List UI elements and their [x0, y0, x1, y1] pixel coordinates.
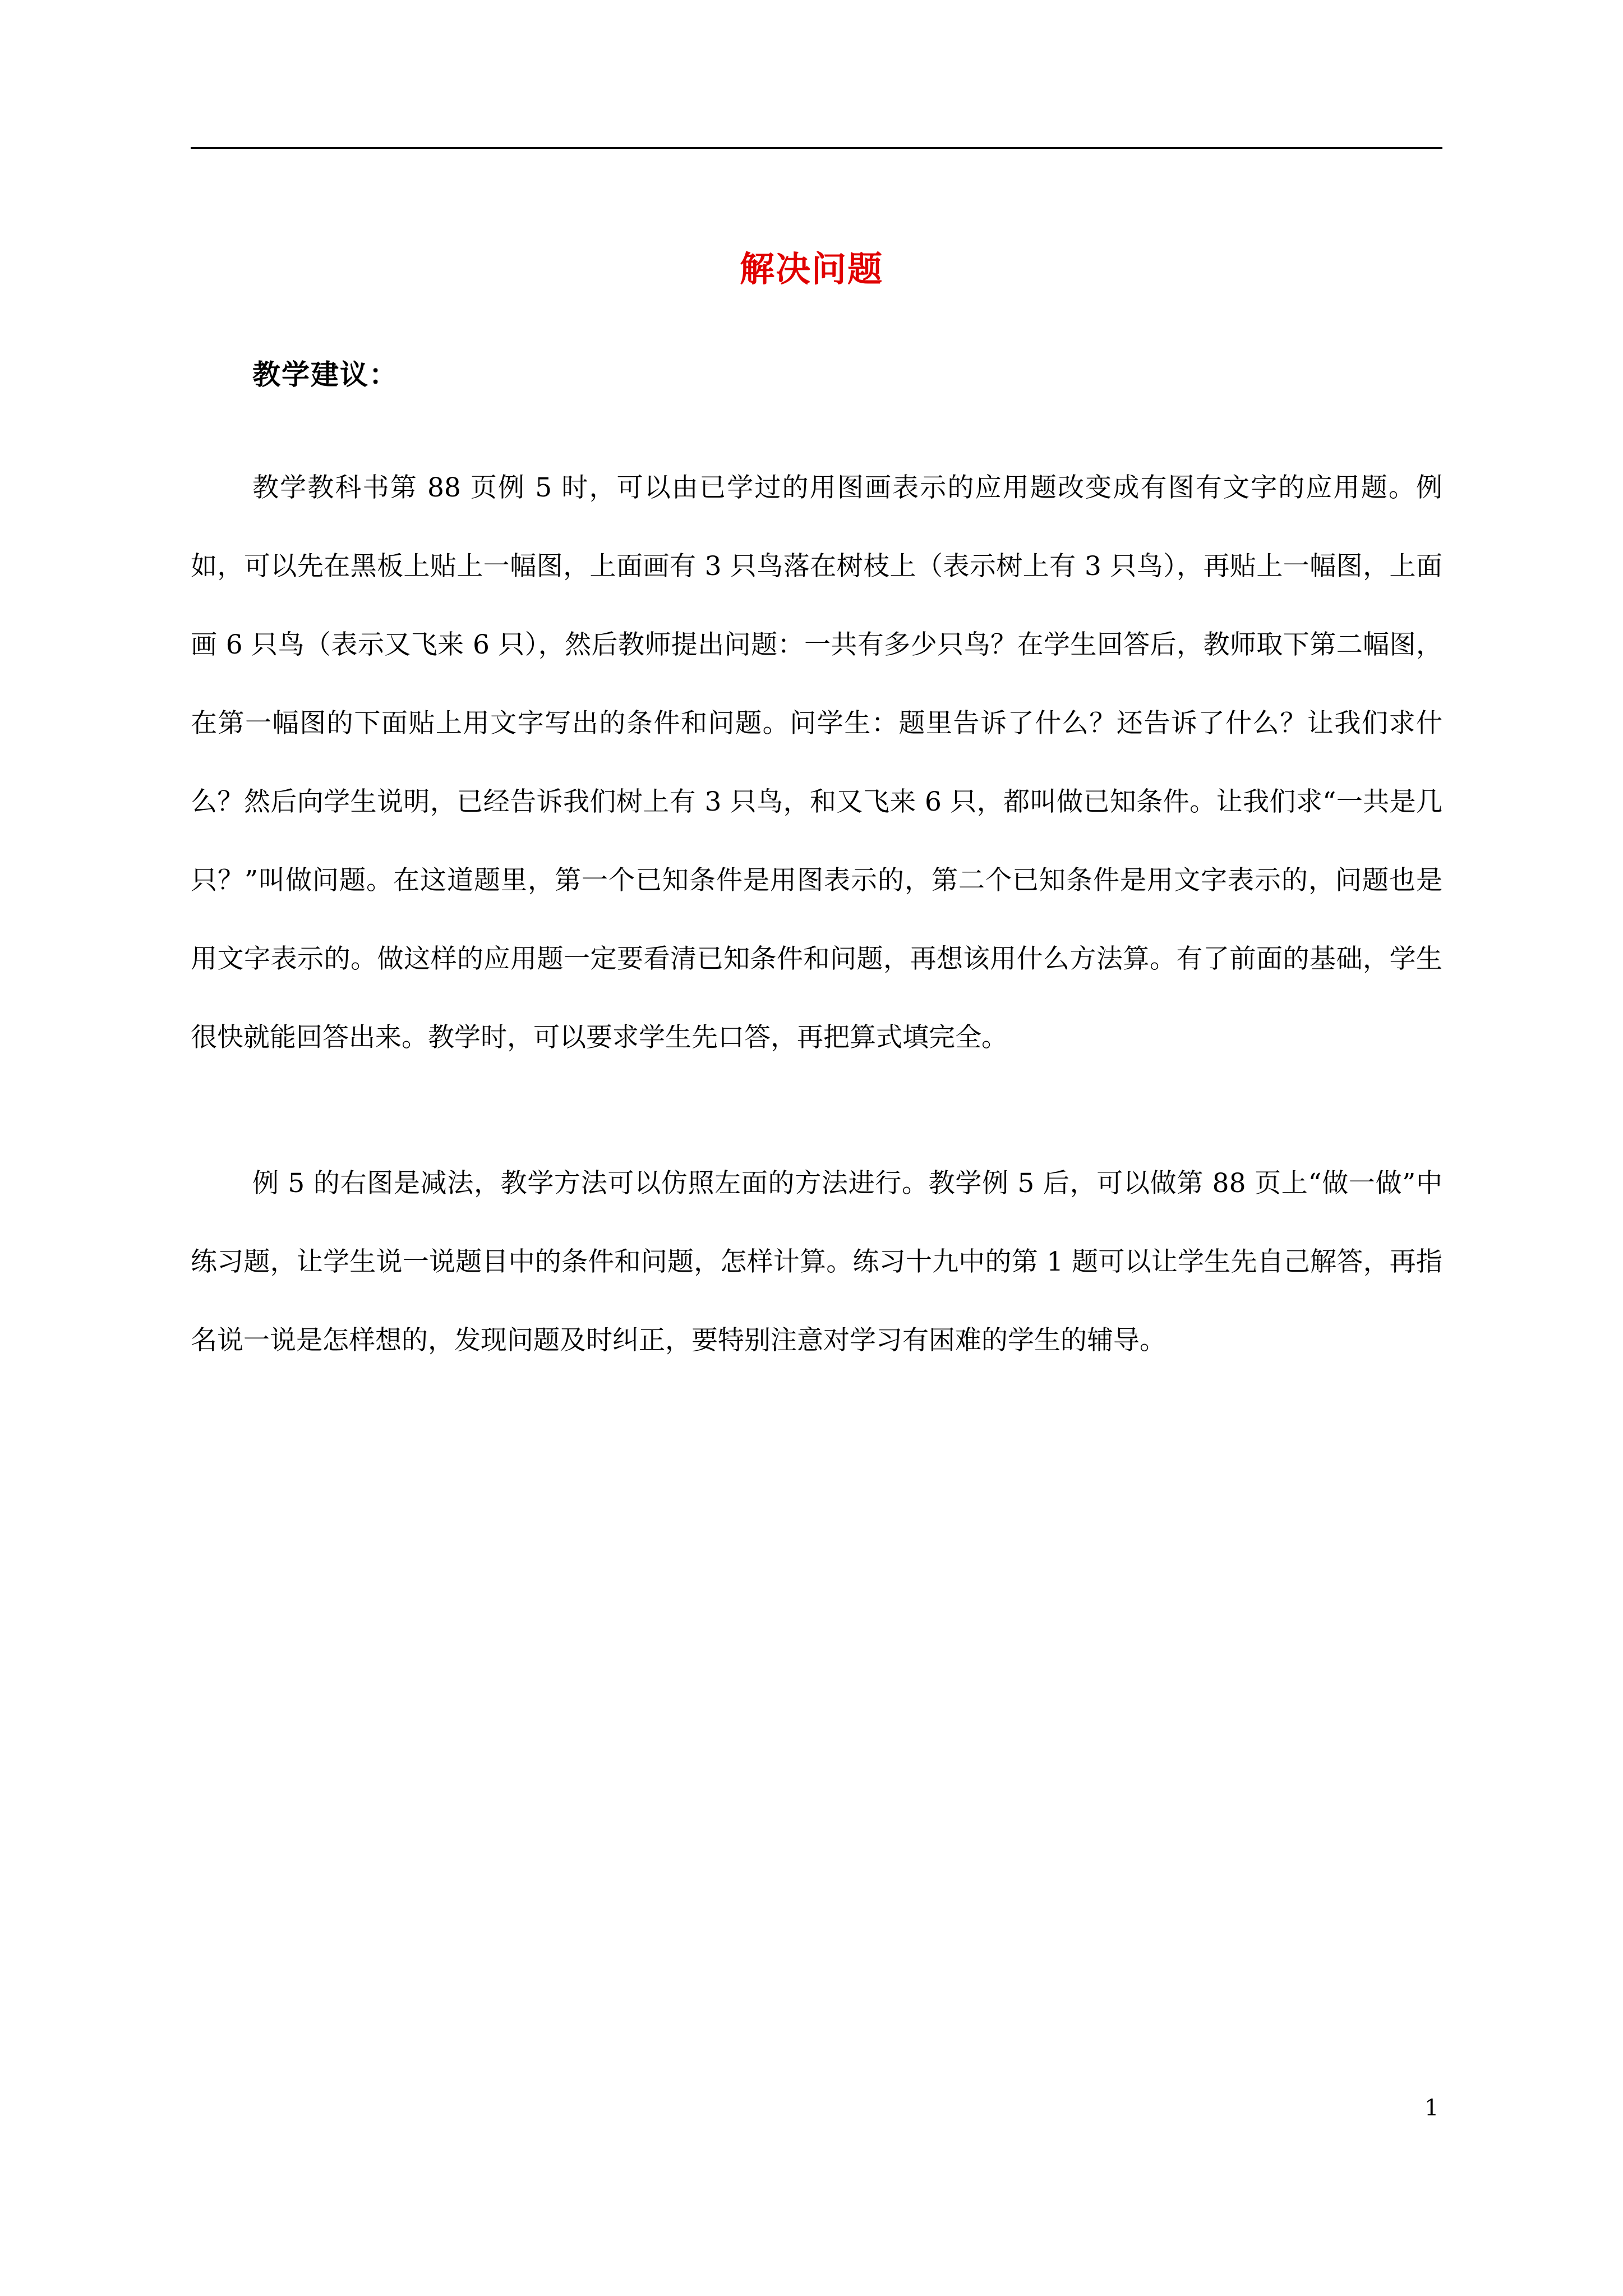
document-title: 解决问题 — [739, 249, 883, 289]
header-rule — [191, 147, 1442, 149]
page-number: 1 — [1424, 2095, 1439, 2121]
paragraph-2: 例 5 的右图是减法，教学方法可以仿照左面的方法进行。教学例 5 后，可以做第 88 页上“做一做”中练习题，让学生说一说题目中的条件和问题，怎样计算。练习十九中的第 1 题可以让学生先自己解答，再指名说一说是怎样想的，发现问题及时纠正，要特别注意对学习有困难的学生的辅导。 — [191, 1168, 1442, 1356]
section-heading: 教学建议： — [252, 358, 398, 391]
paragraph-1: 教学教科书第 88 页例 5 时，可以由已学过的用图画表示的应用题改变成有图有文字的应用题。例如，可以先在黑板上贴上一幅图，上面画有 3 只鸟落在树枝上（表示树上有 3 只鸟），再贴上一幅图，上面画 6 只鸟（表示又飞来 6 只），然后教师提出问题：一共有多少只鸟？在学生回答后，教师取下第二幅图，在第一幅图的下面贴上用文字写出的条件和问题。问学生：题里告诉了什么？还告诉了什么？让我们求什么？然后向学生说明，已经告诉我们树上有 3 只鸟，和又飞来 6 只，都叫做已知条件。让我们求“一共是几只？”叫做问题。在这道题里，第一个已知条件是用图表示的，第二个已知条件是用文字表示的，问题也是用文字表示的。做这样的应用题一定要看清已知条件和问题，再想该用什么方法算。有了前面的基础，学生很快就能回答出来。教学时，可以要求学生先口答，再把算式填完全。 — [191, 472, 1442, 1053]
